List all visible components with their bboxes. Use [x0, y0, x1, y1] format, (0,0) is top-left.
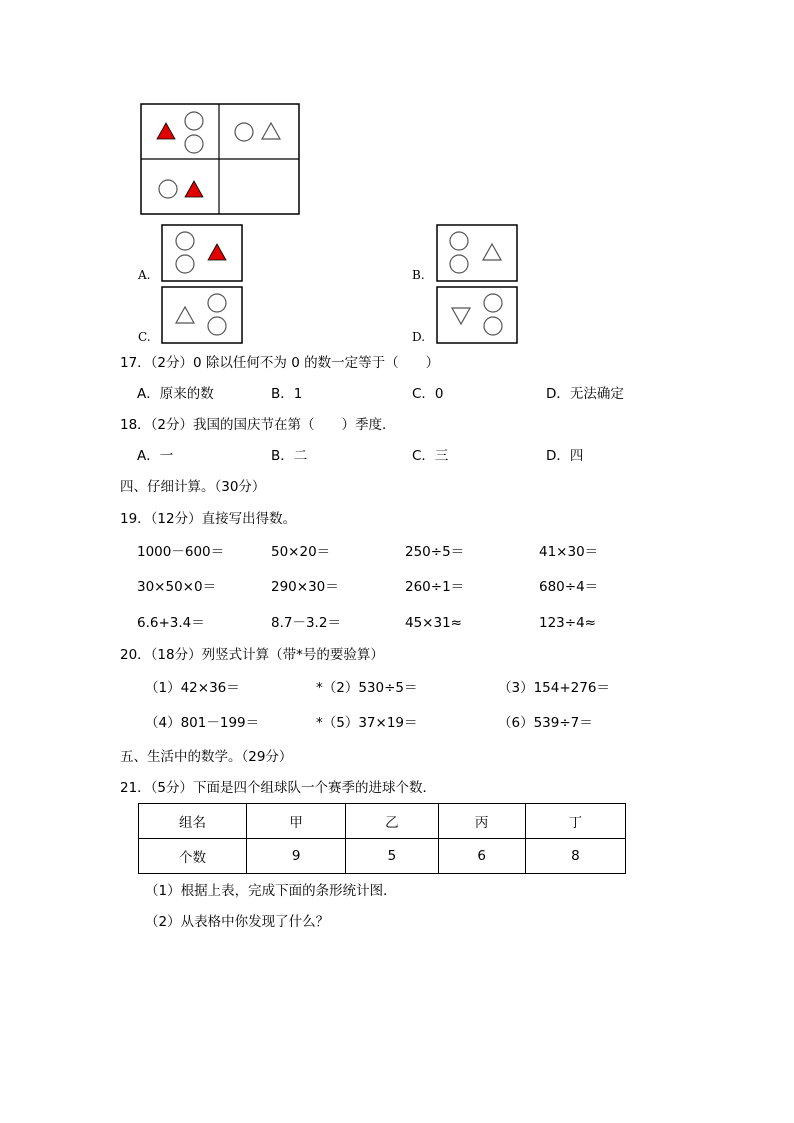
q19-item: 6.6+3.4＝ [137, 615, 205, 631]
table-cell: 9 [247, 839, 346, 874]
q20-stem: 20．（18分）列竖式计算（带*号的要验算） [120, 647, 384, 663]
q17-option-c[interactable]: C．0 [412, 386, 444, 402]
q21-sub-1: （1）根据上表，完成下面的条形统计图． [145, 883, 397, 899]
q18-option-c[interactable]: C．三 [412, 448, 449, 464]
option-d-label[interactable]: D. [412, 330, 426, 344]
q21-stem: 21．（5分）下面是四个组球队一个赛季的进球个数． [120, 780, 437, 796]
option-a-label[interactable]: A. [138, 268, 151, 282]
table-cell: 8 [525, 839, 625, 874]
table-header-cell: 丁 [525, 804, 625, 839]
table-cell: 5 [346, 839, 438, 874]
q19-stem: 19．（12分）直接写出得数。 [120, 511, 297, 527]
option-b-figure[interactable] [436, 224, 518, 286]
q17-option-a[interactable]: A．原来的数 [137, 386, 214, 402]
section-4-heading: 四、仔细计算。（30分） [120, 479, 266, 495]
q18-option-a[interactable]: A．一 [137, 448, 174, 464]
q18-stem: 18．（2分）我国的国庆节在第（ ）季度． [120, 417, 396, 433]
table-header-cell: 丙 [438, 804, 525, 839]
section-5-heading: 五、生活中的数学。（29分） [120, 749, 293, 765]
q19-item: 8.7－3.2＝ [271, 615, 341, 631]
q19-item: 30×50×0＝ [137, 579, 217, 595]
table-row [139, 804, 626, 839]
table-header-cell: 甲 [247, 804, 346, 839]
q20-item: *（5）37×19＝ [316, 715, 418, 731]
q19-item: 41×30＝ [539, 544, 599, 560]
table-cell: 6 [438, 839, 525, 874]
option-b-label[interactable]: B. [412, 268, 425, 282]
q20-item: （6）539÷7＝ [498, 715, 593, 731]
option-c-label[interactable]: C. [138, 330, 151, 344]
q19-item: 290×30＝ [271, 579, 339, 595]
q20-item: （3）154+276＝ [498, 680, 610, 696]
goals-table [138, 803, 626, 874]
q19-item: 45×31≈ [405, 615, 462, 631]
q19-item: 123÷4≈ [539, 615, 596, 631]
q17-stem: 17．（2分）0 除以任何不为 0 的数一定等于（ ） [120, 355, 440, 371]
option-a-figure[interactable] [161, 224, 243, 286]
table-cell: 个数 [139, 839, 247, 874]
q17-option-d[interactable]: D．无法确定 [546, 386, 624, 402]
pattern-grid [140, 103, 300, 215]
table-header-cell: 乙 [346, 804, 438, 839]
q20-item: （1）42×36＝ [145, 680, 240, 696]
q19-item: 50×20＝ [271, 544, 331, 560]
q20-item: （4）801－199＝ [145, 715, 260, 731]
q18-option-b[interactable]: B．二 [271, 448, 308, 464]
pattern-grid-figure [140, 103, 300, 215]
table-header-cell: 组名 [139, 804, 247, 839]
option-d-figure[interactable] [436, 286, 518, 348]
q19-item: 250÷5＝ [405, 544, 465, 560]
q19-item: 1000－600＝ [137, 544, 225, 560]
q20-item: *（2）530÷5＝ [316, 680, 418, 696]
q19-item: 260÷1＝ [405, 579, 465, 595]
q21-sub-2: （2）从表格中你发现了什么？ [145, 914, 330, 930]
option-c-figure[interactable] [161, 286, 243, 348]
q19-item: 680÷4＝ [539, 579, 599, 595]
table-row [139, 839, 626, 874]
q18-option-d[interactable]: D．四 [546, 448, 584, 464]
q17-option-b[interactable]: B．1 [271, 386, 303, 402]
